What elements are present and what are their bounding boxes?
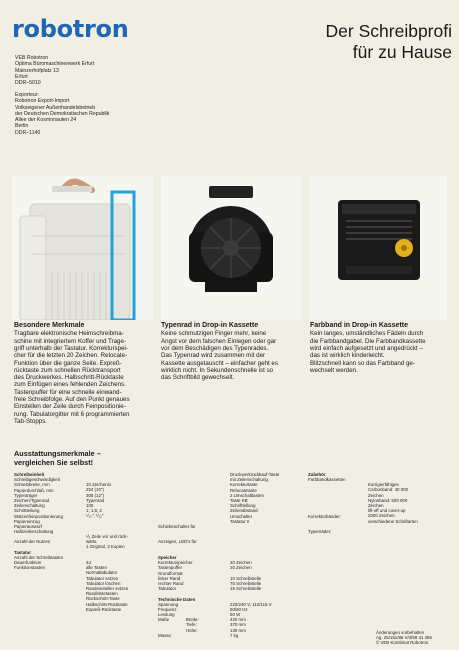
feature-body-line: Keine schmutzigen Finger mehr, keine: [161, 330, 267, 338]
feature-body-line: wechselt werden.: [310, 366, 358, 374]
spec-value: Expreß-Rücktaste: [86, 606, 122, 612]
spec-value: 10 Zeichen/s: [86, 482, 112, 488]
spec-label: Dauerfunktion: [14, 560, 42, 566]
spec-value: Zeilenabstand: [230, 508, 258, 514]
spec-value: 100: [86, 502, 94, 508]
spec-value: Randeinsteller setzen: [86, 585, 129, 591]
daisywheel-cassette-illustration: [161, 176, 302, 320]
spec-value: ¹/₂ Zeile vor und rück-: [86, 534, 128, 540]
spec-value: Randlöstetasten: [86, 591, 118, 597]
feature-body-line: rücktaste zum schnellen Rücktransport: [14, 366, 121, 374]
feature-body-line: rung. Tabulatorgitter mit 6 programmierten: [14, 410, 130, 418]
exporter-address: [15, 92, 109, 136]
feature-body-line: Tragbare elektronische Heimschreibma-: [14, 330, 124, 338]
spec-value: wärts: [86, 539, 97, 545]
spec-value: 10 Schreibstelle: [230, 575, 262, 581]
address-line: Erfurt: [15, 73, 28, 80]
spec-value: Nylonband: 500 000: [368, 497, 408, 503]
footer-line: © VEB Kombinat Robotron: [376, 640, 429, 646]
daisywheel-cassette-photo: [161, 176, 302, 320]
spec-value: Carbonband: 40 000: [368, 487, 409, 493]
spec-label: Speicher: [158, 555, 177, 560]
feature-body-line: die Farbbandgabel. Die Farbbandkassette: [310, 337, 426, 345]
spec-label: Grundformat: [158, 570, 183, 576]
spec-label: Farbbandkassetten: [308, 477, 346, 483]
feature-body: [14, 330, 156, 425]
spec-value: Zeichen: [368, 502, 384, 508]
feature-body-line: wirklich nicht. In Sekundenschnelle ist so: [161, 366, 274, 374]
spec-label: Papiereinzug: [14, 518, 40, 524]
spec-label: Zeichen/Typenrad: [14, 497, 50, 503]
spec-label: Technische Daten: [158, 596, 196, 602]
spec-label: Schreibbreite, mm: [14, 482, 50, 488]
spec-value: 20 Zeichen: [230, 565, 252, 571]
spec-value: 15 Schreibstelle: [230, 586, 262, 592]
address-line: DDR–1140: [15, 129, 41, 136]
spec-value: ¹/₁₀"; ¹/₁₂": [86, 513, 104, 519]
spec-value: 75 Schreibstelle: [230, 580, 262, 586]
headline-line-1: Der Schreibprofi: [325, 21, 452, 41]
spec-value: Normaltabulator: [86, 570, 118, 576]
feature-body-line: vor dem Beschädigen des Typenrades.: [161, 345, 269, 352]
address-line: DDR–5010: [15, 80, 41, 87]
spec-label: Tabulator: [158, 586, 177, 592]
spec-label: Zubehör: [308, 472, 326, 477]
address-line: der Deutschen Demokratischen Republik: [15, 110, 110, 117]
feature-body-line: Kein langes, umständliches Fädeln durch: [310, 330, 424, 338]
spec-label: [186, 633, 226, 638]
specs-section-title: [14, 450, 101, 467]
spec-label: Korrekturspeicher: [158, 560, 193, 566]
spec-value: Schrifttellung: [230, 503, 256, 509]
spec-value: Zeichen: [368, 492, 384, 498]
address-line: Optima Büromaschinenwerk Erfurt: [15, 61, 95, 68]
spec-label: [14, 597, 84, 602]
footer-line: Änderungen vorbehalten: [376, 630, 425, 635]
feature-column-3: [310, 322, 450, 374]
spec-labels-column-1: [14, 472, 84, 602]
spec-value: Korrigierfähiges: [368, 482, 399, 488]
spec-values-column-6: [368, 477, 448, 524]
spec-label: Maße: [158, 617, 170, 623]
feature-body-line: Funktion über die ganze Seite. Expreß-: [14, 359, 122, 367]
address-line: Robotron Export-Import: [15, 98, 70, 105]
spec-label: rechter Rand: [158, 580, 184, 586]
spec-label: Zeilenschaltung: [14, 503, 45, 509]
spec-value: alle Tasten: [86, 565, 107, 571]
feature-body-line: Tab-Stopps.: [14, 417, 48, 425]
spec-label: Typenträger: [14, 492, 38, 498]
spec-label: Schrittteilung: [14, 508, 40, 514]
spec-values-column-2: [86, 477, 158, 612]
address-line: Exporteur:: [15, 92, 39, 98]
spec-value: 7 kg: [230, 632, 239, 638]
address-line: Allee der Kosmonauten 24: [15, 117, 77, 124]
section-title-line: Ausstattungsmerkmale –: [14, 449, 101, 458]
spec-label: Spannung: [158, 601, 179, 607]
spec-value: Druckwerkrückkauf-Taste: [230, 472, 280, 477]
spec-label: Tastatur: [14, 549, 31, 555]
robotron-logo: robotron: [12, 15, 129, 43]
footer-line: Ag. 25/151/86 V/4/59 31 386: [376, 635, 432, 641]
feature-body-line: Einstellen der Zeile durch Feinpositionie-: [14, 403, 126, 411]
feature-body: [161, 330, 303, 381]
spec-labels-column-3b: [186, 472, 226, 638]
feature-body-line: Blitzschnell kann so das Farbband ge-: [310, 359, 415, 367]
spec-label: linker Rand: [158, 575, 181, 581]
spec-label: Tastenpuffer: [158, 565, 183, 571]
spec-label: Leistung: [158, 612, 175, 618]
spec-value: 254 (10"): [86, 487, 104, 493]
spec-label: Typenräder:: [308, 529, 332, 535]
spec-label: Korrekturbänder:: [308, 513, 341, 519]
spec-label: Walzenfeinpositionierung: [14, 513, 63, 519]
spec-value: 20 Zeichen: [230, 560, 252, 566]
spec-value: 220/240 V; 110/115 V: [230, 601, 272, 607]
spec-value: Halbschritt-Rücktaste: [86, 601, 128, 607]
spec-label: Breite:: [186, 617, 199, 623]
spec-value: Taste KB: [230, 497, 248, 503]
spec-value: mit Zeilenschaltung: [230, 477, 268, 483]
spec-label: Schreibeinheit: [14, 472, 45, 477]
footer-notes: [376, 630, 456, 646]
spec-value: 1 Original, 3 Kopien: [86, 544, 125, 550]
feature-body-line: griff unterhalb der Tastatur. Korrekturspei-: [14, 345, 128, 352]
typewriter-illustration: [12, 176, 153, 320]
feature-body-line: freie Schreibfolge. Auf den Punkt genaues: [14, 396, 130, 404]
spec-value: 420 mm: [230, 617, 246, 623]
spec-value: 370 mm: [230, 622, 246, 628]
feature-column-1: [14, 322, 156, 425]
feature-title: Farbband in Drop-in Kassette: [310, 322, 409, 329]
spec-label: Papierdurchlaß, mm: [14, 487, 54, 493]
spec-value: 2 Umschalttasten: [230, 492, 264, 498]
feature-body-line: Kassette ausgetauscht – einfacher geht es: [161, 359, 278, 367]
spec-label: Anzahl der Schreibtasten: [14, 555, 64, 560]
address-line: Volkseigener Außenhandelsbetrieb: [15, 104, 96, 111]
spec-label: Frequenz: [158, 606, 177, 612]
feature-title: Besondere Merkmale: [14, 322, 85, 329]
feature-body-line: wird einfach aufgesetzt und angedrückt –: [310, 345, 423, 352]
feature-body-line: schine mit integriertem Koffer und Trage-: [14, 337, 126, 345]
spec-value: 305 (12"): [86, 492, 104, 498]
typewriter-photo: [12, 176, 153, 320]
spec-label: Tiefe:: [186, 622, 197, 628]
spec-label: Masse: [158, 632, 171, 638]
feature-body-line: Das Typenrad wird zusammen mit der: [161, 352, 266, 360]
spec-value: lift-off und cover-up: [368, 508, 406, 514]
spec-value: verschiedene Schriftarten: [368, 518, 418, 524]
spec-label: Anzeigen, LED's für: [158, 539, 197, 545]
address-line: Mainzerhofplatz 13: [15, 67, 59, 74]
spec-label: Schreibgeschwindigkeit: [14, 477, 60, 483]
spec-value: 44: [86, 560, 91, 565]
feature-body-line: des Druckwerkes. Halbschritt-Rücktaste: [14, 374, 124, 382]
spec-label: Schiebeschalter für: [158, 523, 196, 529]
feature-title: Typenrad in Drop-in Kassette: [161, 322, 259, 329]
spec-value: Rückschritt-Taste: [86, 596, 120, 602]
feature-body-line: zum Einfügen eines fehlenden Zeichens.: [14, 381, 126, 389]
spec-value: Typenrad: [86, 497, 105, 503]
spec-labels-column-5: [308, 472, 364, 534]
headline-line-2: für zu Hause: [352, 42, 452, 62]
spec-label: Halbzeilenschaltung: [14, 529, 54, 535]
spec-label: Papierauswurf: [14, 523, 43, 529]
spec-value: 130 mm: [230, 627, 246, 633]
spec-value: Tabulator löschen: [86, 580, 121, 586]
spec-label: Anzahl der Nutzen: [14, 539, 51, 545]
manufacturer-address: [15, 55, 94, 86]
spec-value: Tastatur II: [230, 518, 250, 524]
feature-body-line: das Schriftbild gewechselt.: [161, 374, 235, 382]
spec-label: Funktionstasten: [14, 565, 45, 571]
feature-body-line: Tastenpuffer für eine schnelle einwand-: [14, 388, 122, 396]
spec-value: 50 W: [230, 612, 241, 618]
spec-value: 50/60 Hz: [230, 606, 248, 612]
ribbon-cassette-photo: [310, 176, 447, 320]
address-line: Berlin: [15, 123, 29, 130]
spec-value: Umschalter: [230, 513, 253, 519]
spec-label: Höhe:: [186, 627, 198, 633]
spec-value: Tabulator setzen: [86, 575, 119, 581]
address-line: VEB Robotron: [15, 55, 49, 61]
feature-body-line: das ist wirklich kinderleicht.: [310, 352, 385, 360]
feature-column-2: [161, 322, 303, 381]
headline: [252, 21, 452, 63]
ribbon-cassette-illustration: [310, 176, 447, 320]
spec-value: Korrekturtaste: [230, 482, 258, 488]
feature-body-line: cher für die letzten 20 Zeichen. Relocate-: [14, 352, 128, 360]
section-title-line: vergleichen Sie selbst!: [14, 457, 94, 467]
feature-body: [310, 330, 450, 374]
feature-body-line: Angst vor dem falschen Einlegen oder gar: [161, 337, 277, 345]
spec-value: 2000 Zeichen: [368, 513, 395, 519]
spec-values-column-4: [230, 472, 306, 638]
spec-value: 1; 1,5; 2: [86, 508, 102, 514]
spec-value: Relocatetaste: [230, 487, 257, 493]
